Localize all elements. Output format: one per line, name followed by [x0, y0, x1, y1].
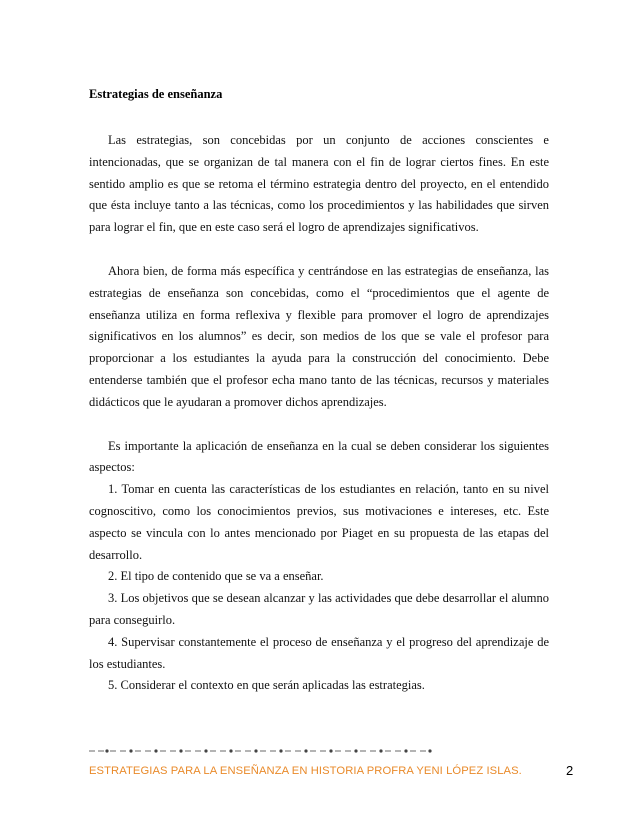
paragraph-3: Es importante la aplicación de enseñanza en la cual se deben considerar los siguientes aspectos: [89, 438, 549, 475]
footer-decorative-rule [89, 748, 434, 754]
list-item: 5. Considerar el contexto en que serán aplicadas las estrategias. [108, 678, 425, 693]
list-item: 4. Supervisar constantemente el proceso de enseñanza y el progreso del aprendizaje de los estudiantes. [89, 634, 549, 671]
paragraph-2: Ahora bien, de forma más específica y centrándose en las estrategias de enseñanza, las estrategias de enseñanza son concebidas, como el “procedimientos que el agente de enseñanza utiliza en forma reflexiva y flexible para promover el logro de aprendizajes significativos en los alumnos” es decir, son medios de los que se vale el profesor para proporcionar a los estudiantes la ayuda para la construcción del conocimiento. Debe entenderse también que el profesor echa mano tanto de las técnicas, recursos y materiales didácticos que le ayudaran a promover dichos aprendizajes. [89, 263, 549, 409]
list-item: 1. Tomar en cuenta las características de los estudiantes en relación, tanto en su nivel cognoscitivo, como los conocimientos previos, sus motivaciones e intereses, etc. Este aspecto se vincula con lo antes mencionado por Piaget en su propuesta de las etapas del desarrollo. [89, 482, 549, 562]
list-item: 3. Los objetivos que se desean alcanzar y las actividades que debe desarrollar el alumno para conseguirlo. [89, 591, 549, 627]
footer-title: ESTRATEGIAS PARA LA ENSEÑANZA EN HISTORIA PROFRA YENI LÓPEZ ISLAS. [89, 765, 522, 777]
list-item: 2. El tipo de contenido que se va a enseñar. [108, 569, 324, 584]
section-heading: Estrategias de enseñanza [89, 87, 223, 101]
page-number: 2 [566, 763, 574, 778]
paragraph-1: Las estrategias, son concebidas por un conjunto de acciones conscientes e intencionadas, que se organizan de tal manera con el fin de lograr ciertos fines. En este sentido amplio es que se retoma el término estrategia dentro del proyecto, en el entendido que ésta incluye tanto a las técnicas, como los procedimientos y las habilidades que sirven para lograr el fin, que en este caso será el logro de aprendizajes significativos. [89, 133, 549, 235]
document-body [89, 130, 549, 697]
